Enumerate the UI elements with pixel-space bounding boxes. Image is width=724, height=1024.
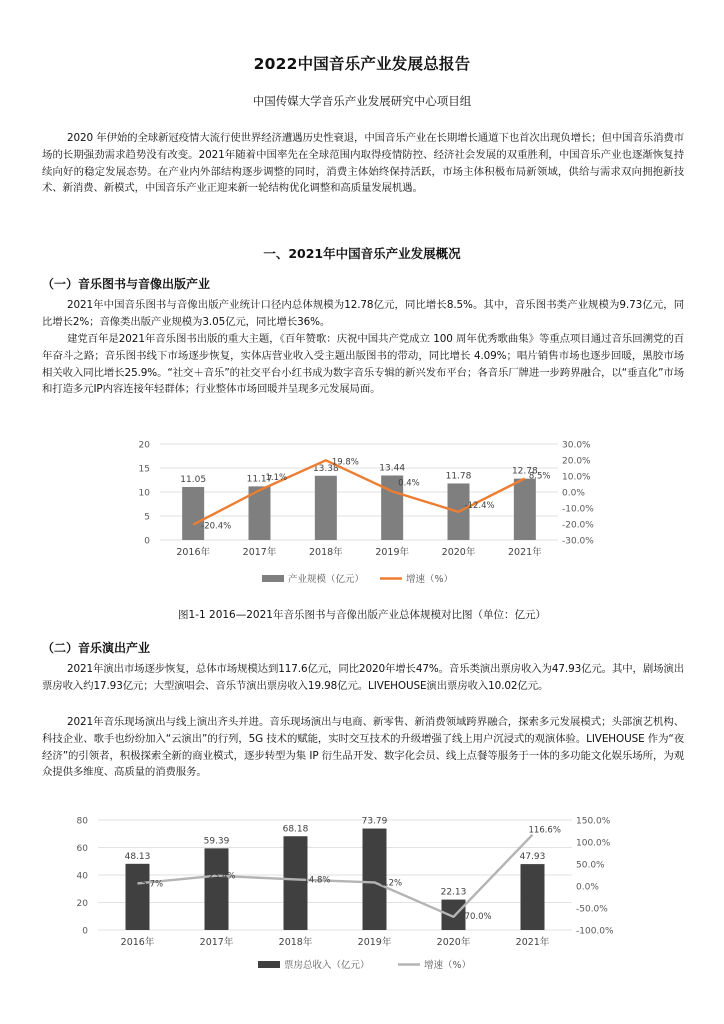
right-axis-tick-label: -30.0% [562,536,594,547]
subsection-heading-publishing: （一）音乐图书与音像出版产业 [42,277,211,291]
growth-rate-label: -12.4% [464,500,495,511]
bar-value-label: 13.38 [312,463,339,474]
category-tick-label: 2021年 [507,547,542,558]
growth-rate-label: 5.7% [141,879,164,890]
category-tick-label: 2016年 [176,547,211,558]
left-axis-tick-label: 60 [76,844,88,854]
right-axis-tick-label: 10.0% [562,472,591,483]
category-tick-label: 2020年 [441,547,476,558]
category-tick-label: 2019年 [357,937,392,948]
legend-label: 票房总收入（亿元） [284,960,370,971]
left-axis-tick-label: 40 [76,871,88,882]
performance-paragraph-1: 2021年演出市场逐步恢复，总体市场规模达到117.6亿元，同比2020年增长47%。音乐类演出票房收入为47.93亿元。其中，剧场演出票房收入约17.93亿元；大型演唱会、音乐节演出票房收入19.98亿元。LIVEHOUSE演出票房收入10.02亿元。 [42,663,684,692]
category-tick-label: 2019年 [375,547,410,558]
category-tick-label: 2020年 [436,937,471,948]
growth-rate-label: -20.4% [201,521,232,532]
subsection-heading-performance: （二）音乐演出产业 [42,641,151,655]
bar [126,864,150,930]
right-axis-tick-label: -100.0% [576,926,614,937]
bar [182,487,204,540]
growth-rate-label: 8.5% [528,471,551,482]
bar-value-label: 11.78 [445,471,472,482]
publishing-paragraph-2: 建党百年是2021年音乐图书出版的重大主题，《百年赞歌：庆祝中国共产党成立 100 周年优秀歌曲集》等重点项目通过音乐回溯党的百年奋斗之路；音乐图书线下市场逐步恢复，实体店营业收入受主题出版图书的带动，同比增长 4.09%；唱片销售市场也逐步回暖，黑胶市场相关收入同比增长25.9%。“社交＋音乐”的社交平台小红书成为数字音乐专辑的新兴发布平台；各音乐厂牌进一步跨界融合，以“垂直化”市场和打造多元IP内容连接年轻群体；行业整体市场回暖并呈现多元发展局面。 [42,333,684,396]
legend-label: 增速（%） [424,960,472,971]
bar-value-label: 22.13 [440,887,467,898]
bar-value-label: 68.18 [282,824,309,835]
right-axis-tick-label: 20.0% [562,456,591,467]
right-axis-tick-label: -50.0% [576,904,608,915]
right-axis-tick-label: -20.0% [562,520,594,531]
right-axis-tick-label: 150.0% [576,816,611,827]
report-subtitle: 中国传媒大学音乐产业发展研究中心项目组 [252,94,472,108]
growth-rate-label: -70.0% [461,911,492,922]
growth-rate-label: 116.6% [528,825,561,836]
right-axis-tick-label: -10.0% [562,504,594,515]
bar-value-label: 73.79 [361,816,388,827]
growth-rate-label: 19.8% [331,457,359,468]
bar-value-label: 47.93 [519,852,546,863]
growth-rate-line [193,460,525,524]
category-tick-label: 2021年 [515,937,550,948]
left-axis-tick-label: 15 [138,464,150,475]
category-tick-label: 2017年 [199,937,234,948]
publishing-paragraph-1: 2021年中国音乐图书与音像出版产业统计口径内总体规模为12.78亿元，同比增长8.5%。其中，音乐图书类产业规模为9.73亿元，同比增长2%；音像类出版产业规模为3.05亿元，同比增长36%。 [42,299,684,328]
bar [521,864,545,930]
left-axis-tick-label: 20 [76,899,88,909]
performance-paragraph-2: 2021年音乐现场演出与线上演出齐头并进。音乐现场演出与电商、新零售、新消费领域跨界融合，探索多元发展模式；头部演艺机构、科技企业、歌手也纷纷加入“云演出”的行列，5G 技术的赋能，实时交互技术的升级增强了线上用户沉浸式的观演体验。LIVEHOUSE 作为“夜经济”的引领者，积极探索全新的商业模式，逐步转型为集 IP 衍生品开发、数字化会员、线上点餐等服务于一体的多功能文化娱乐场所，为观众提供多维度、高质量的消费服务。 [42,716,684,779]
bar-value-label: 59.39 [203,836,230,847]
growth-rate-label: 8.2% [380,878,403,889]
category-tick-label: 2017年 [242,547,277,558]
performance-box-office-chart [72,806,638,981]
left-axis-tick-label: 0 [82,926,88,937]
right-axis-tick-label: 0.0% [576,882,599,893]
bar [205,848,229,930]
bar-value-label: 48.13 [124,851,151,862]
category-tick-label: 2016年 [120,937,155,948]
legend-swatch-bar [262,575,284,582]
left-axis-tick-label: 5 [144,512,150,523]
category-tick-label: 2018年 [308,547,343,558]
right-axis-tick-label: 0.0% [562,488,585,499]
right-axis-tick-label: 50.0% [576,860,605,871]
legend-label: 增速（%） [406,574,454,585]
growth-rate-line [138,835,533,917]
category-tick-label: 2018年 [278,937,313,948]
intro-paragraph: 2020 年伊始的全球新冠疫情大流行使世界经济遭遇历史性衰退，中国音乐产业在长期增长通道下也首次出现负增长；但中国音乐消费市场的长期强劲需求趋势没有改变。2021年随着中国率先在全球范围内取得疫情防控、经济社会发展的双重胜利，中国音乐产业也逐渐恢复持续向好的稳定发展态势。在产业内外部结构逐步调整的同时，消费主体始终保持活跃，市场主体积极布局新领域，供给与需求双向拥抱新技术、新消费、新模式，中国音乐产业正迎来新一轮结构优化调整和高质量发展机遇。 [42,132,684,195]
bar-value-label: 13.44 [379,463,406,474]
legend-label: 产业规模（亿元） [288,574,365,585]
figure-caption: 图1-1 2016—2021年音乐图书与音像出版产业总体规模对比图（单位：亿元） [178,609,546,621]
left-axis-tick-label: 20 [138,440,150,451]
right-axis-tick-label: 100.0% [576,838,611,849]
right-axis-tick-label: 30.0% [562,440,591,451]
bar-value-label: 11.05 [180,474,207,485]
bar-value-label: 11.17 [246,474,273,485]
growth-rate-label: 23.4% [208,871,236,882]
section-heading-overview: 一、2021年中国音乐产业发展概况 [263,246,461,261]
growth-rate-label: 0.4% [398,478,420,489]
bar [315,476,337,540]
growth-rate-label: 14.8% [303,875,331,886]
report-title: 2022中国音乐产业发展总报告 [253,55,471,73]
growth-rate-label: 1.1% [265,473,288,484]
legend-swatch-bar [258,961,280,968]
bar [514,479,536,540]
bar-value-label: 12.78 [511,466,538,477]
publishing-scale-chart [130,430,605,598]
left-axis-tick-label: 0 [144,536,150,547]
left-axis-tick-label: 10 [138,488,150,499]
left-axis-tick-label: 80 [76,816,88,827]
